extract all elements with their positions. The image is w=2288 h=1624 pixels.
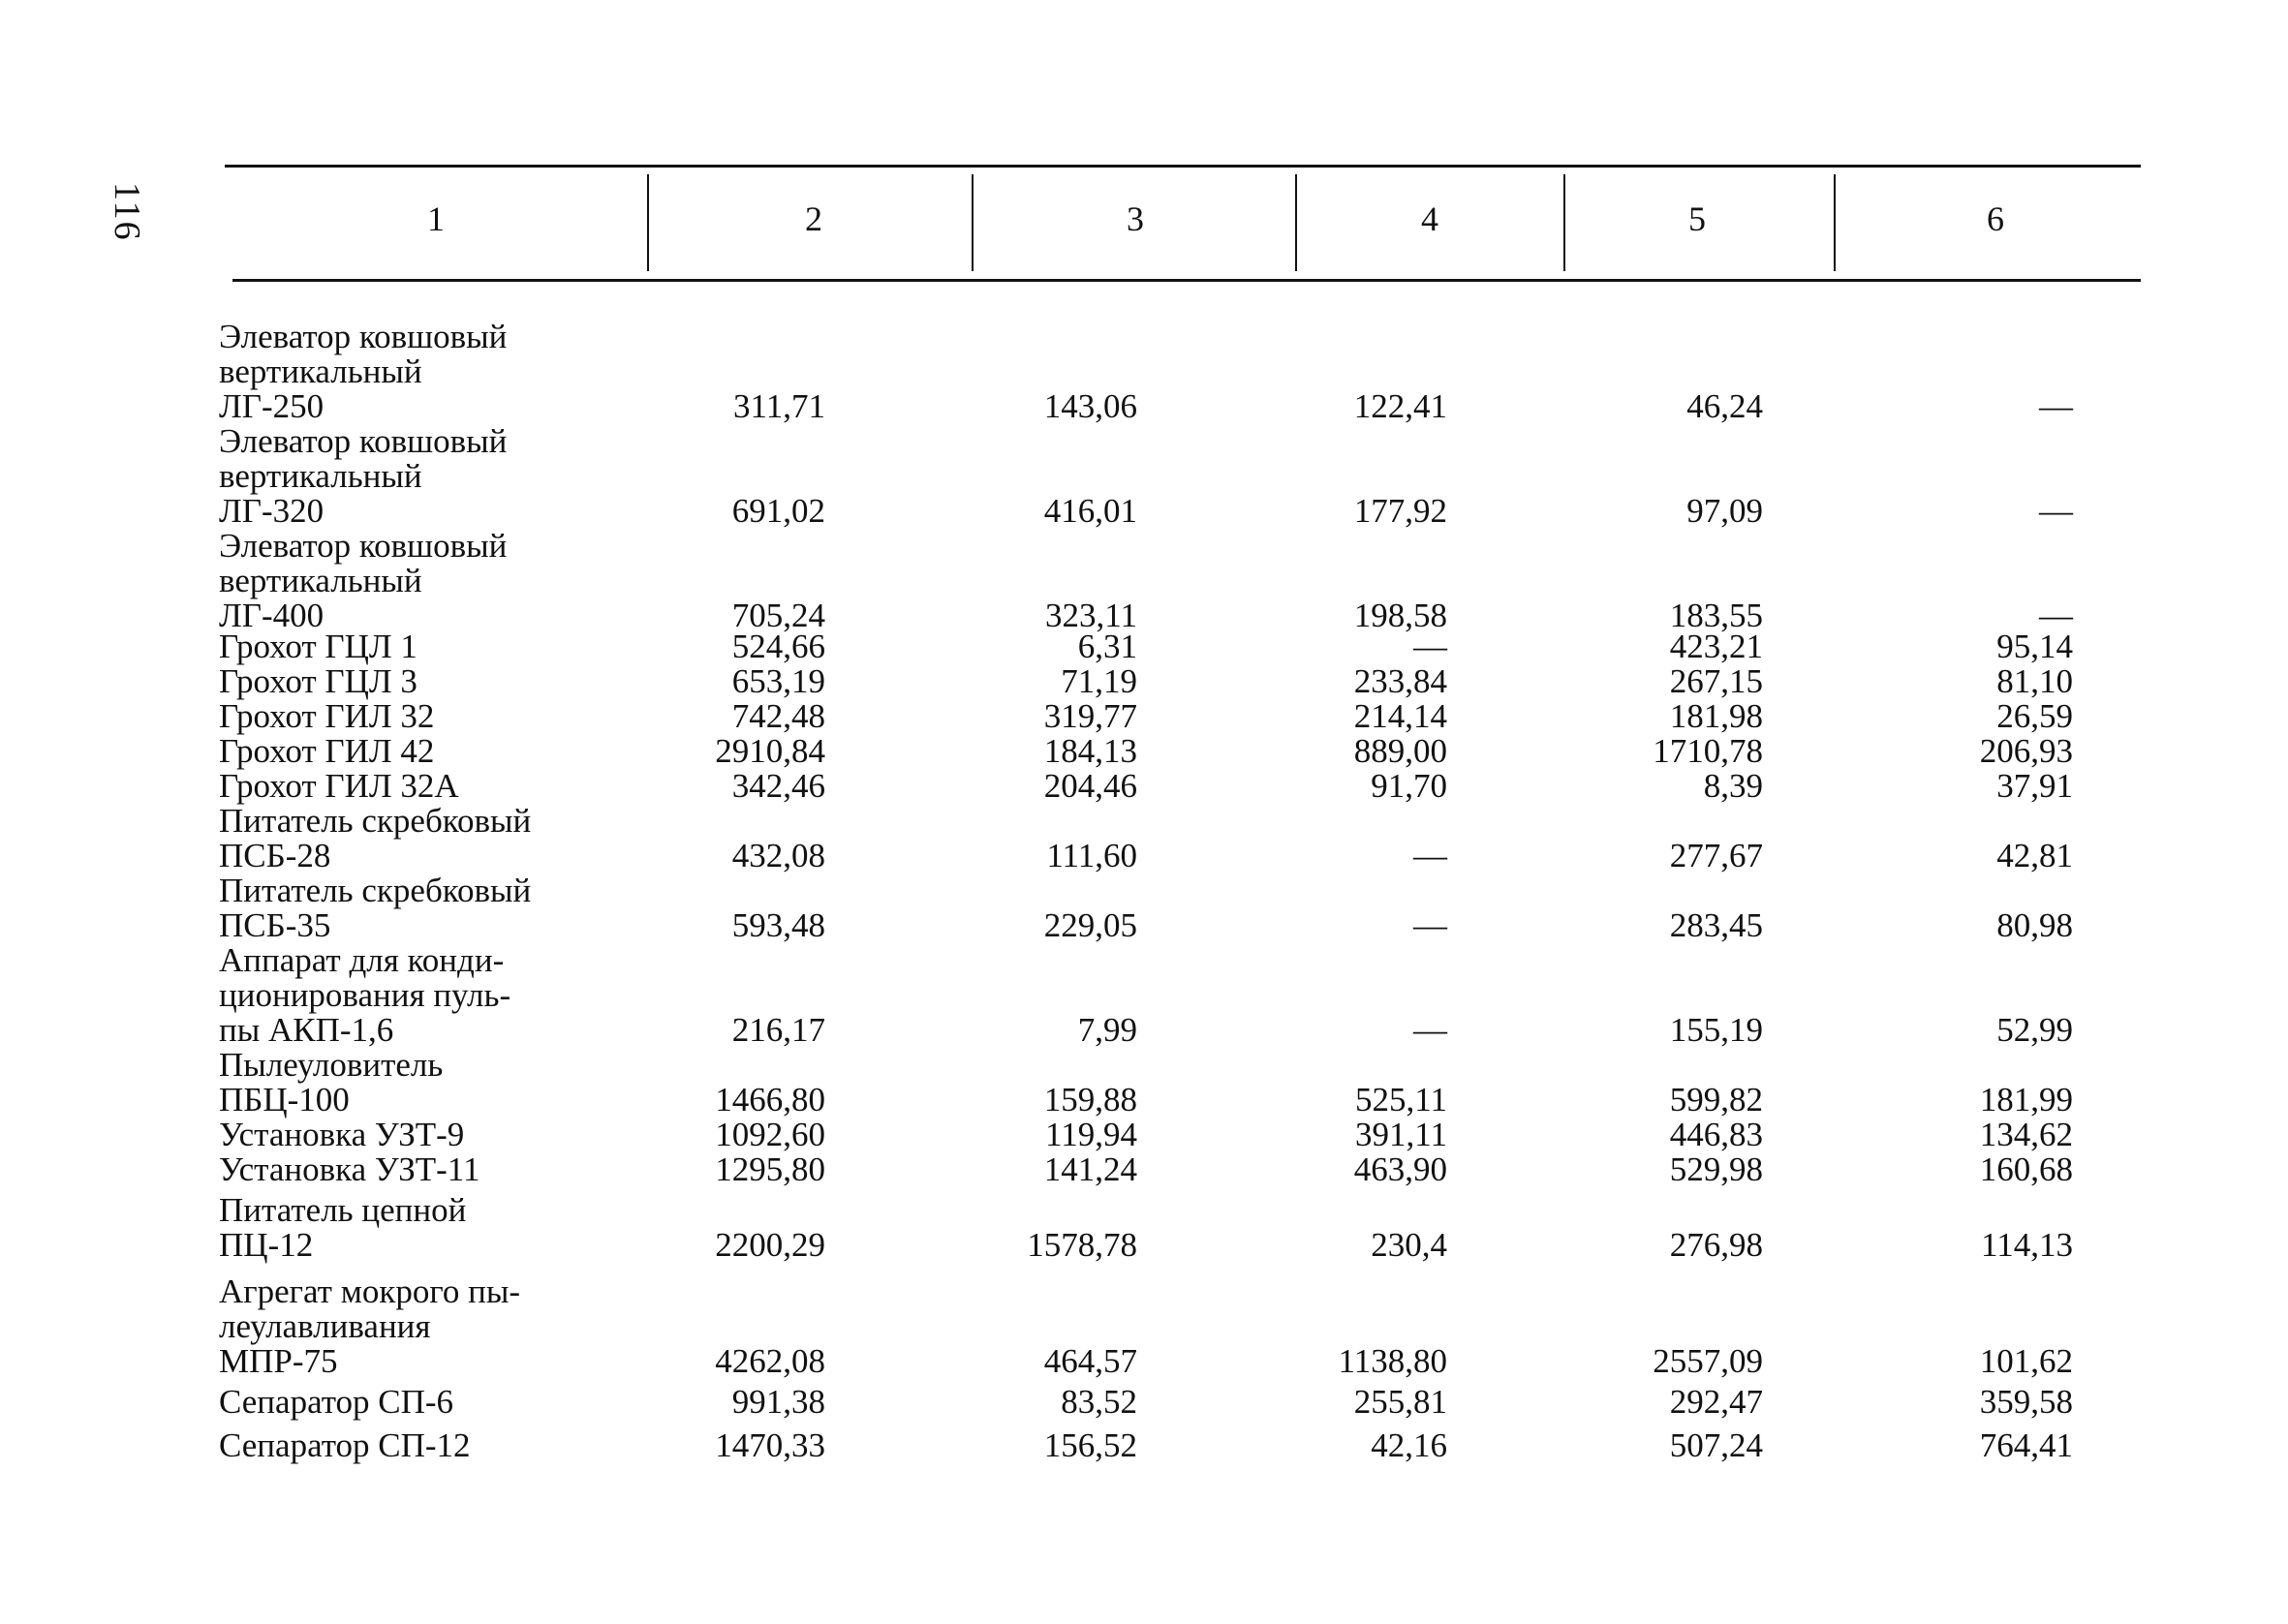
column-divider: [1834, 174, 1836, 271]
cell-c3: 6,31: [1077, 628, 1137, 665]
equipment-name: Грохот ГЦЛ 1: [219, 628, 417, 665]
cell-c3: 143,06: [1043, 387, 1137, 425]
equipment-name: Сепаратор СП-12: [219, 1426, 471, 1464]
cell-c4: 177,92: [1353, 492, 1447, 530]
column-divider: [1295, 174, 1297, 271]
cell-c5: 155,19: [1669, 1011, 1763, 1049]
cell-c6: —: [2039, 387, 2073, 425]
page-number: 116: [107, 182, 147, 242]
column-header-1: 1: [427, 199, 445, 238]
cell-c6: 80,98: [1996, 906, 2073, 944]
cell-c5: 97,09: [1686, 492, 1763, 530]
cell-c3: 83,52: [1061, 1383, 1137, 1421]
cell-c3: 323,11: [1045, 597, 1137, 634]
cell-c5: 46,24: [1686, 387, 1763, 425]
cell-c5: 507,24: [1669, 1426, 1763, 1464]
column-divider: [972, 174, 974, 271]
cell-c6: 42,81: [1996, 837, 2073, 874]
column-divider: [647, 174, 649, 271]
cell-c3: 159,88: [1043, 1081, 1137, 1118]
cell-c2: 991,38: [731, 1383, 825, 1421]
cell-c6: 181,99: [1979, 1081, 2073, 1118]
cell-c3: 119,94: [1045, 1116, 1137, 1153]
cell-c5: 529,98: [1669, 1150, 1763, 1188]
cell-c4: —: [1413, 1011, 1447, 1049]
cell-c4: —: [1413, 837, 1447, 874]
cell-c4: 122,41: [1353, 387, 1447, 425]
cell-c2: 2200,29: [715, 1226, 825, 1264]
cell-c4: —: [1413, 906, 1447, 944]
cell-c6: 134,62: [1979, 1116, 2073, 1153]
cell-c5: 1710,78: [1653, 732, 1763, 770]
cell-c5: 8,39: [1703, 767, 1763, 805]
table-top-rule: [225, 165, 2141, 168]
column-header-2: 2: [805, 199, 822, 238]
cell-c2: 742,48: [731, 697, 825, 735]
equipment-name: Грохот ГЦЛ 3: [219, 662, 417, 700]
cell-c3: 229,05: [1043, 906, 1137, 944]
cell-c5: 267,15: [1669, 662, 1763, 700]
cell-c4: 91,70: [1371, 767, 1447, 805]
cell-c4: 889,00: [1353, 732, 1447, 770]
cell-c3: 111,60: [1046, 837, 1137, 874]
cell-c2: 311,71: [733, 387, 825, 425]
cell-c4: 1138,80: [1338, 1342, 1447, 1380]
cell-c4: 391,11: [1355, 1116, 1447, 1153]
equipment-name: Аппарат для конди- ционирования пуль- пы АКП-1,6: [219, 941, 511, 1049]
cell-c6: 37,91: [1996, 767, 2073, 805]
column-header-5: 5: [1688, 199, 1706, 238]
cell-c3: 464,57: [1043, 1342, 1137, 1380]
cell-c2: 1092,60: [715, 1116, 825, 1153]
cell-c3: 319,77: [1043, 697, 1137, 735]
cell-c6: 52,99: [1996, 1011, 2073, 1049]
cell-c3: 7,99: [1077, 1011, 1137, 1049]
cell-c6: 359,58: [1979, 1383, 2073, 1421]
cell-c3: 71,19: [1061, 662, 1137, 700]
cell-c5: 276,98: [1669, 1226, 1763, 1264]
cell-c2: 2910,84: [715, 732, 825, 770]
cell-c4: 233,84: [1353, 662, 1447, 700]
cell-c5: 2557,09: [1653, 1342, 1763, 1380]
equipment-name: Грохот ГИЛ 32А: [219, 767, 459, 805]
column-header-3: 3: [1127, 199, 1144, 238]
equipment-name: Питатель скребковый ПСБ-28: [219, 802, 532, 874]
cell-c4: 525,11: [1355, 1081, 1447, 1118]
equipment-name: Сепаратор СП-6: [219, 1383, 454, 1421]
equipment-name: Питатель цепной ПЦ-12: [219, 1191, 467, 1264]
equipment-name: Питатель скребковый ПСБ-35: [219, 872, 532, 944]
cell-c4: 198,58: [1353, 597, 1447, 634]
cell-c4: 463,90: [1353, 1150, 1447, 1188]
cell-c5: 446,83: [1669, 1116, 1763, 1153]
cell-c6: 101,62: [1979, 1342, 2073, 1380]
column-divider: [1563, 174, 1565, 271]
cell-c2: 691,02: [731, 492, 825, 530]
cell-c2: 1466,80: [715, 1081, 825, 1118]
cell-c3: 184,13: [1043, 732, 1137, 770]
cell-c2: 4262,08: [715, 1342, 825, 1380]
table-header-rule: [232, 279, 2141, 282]
equipment-name: Грохот ГИЛ 32: [219, 697, 435, 735]
cell-c3: 156,52: [1043, 1426, 1137, 1464]
cell-c5: 599,82: [1669, 1081, 1763, 1118]
cell-c5: 292,47: [1669, 1383, 1763, 1421]
cell-c6: 81,10: [1996, 662, 2073, 700]
cell-c6: 160,68: [1979, 1150, 2073, 1188]
equipment-name: Элеватор ковшовый вертикальный ЛГ-320: [219, 422, 508, 530]
cell-c4: 214,14: [1353, 697, 1447, 735]
cell-c5: 181,98: [1669, 697, 1763, 735]
cell-c6: 26,59: [1996, 697, 2073, 735]
cell-c3: 141,24: [1043, 1150, 1137, 1188]
cell-c3: 416,01: [1043, 492, 1137, 530]
cell-c6: —: [2039, 492, 2073, 530]
cell-c3: 1578,78: [1027, 1226, 1137, 1264]
cell-c6: 764,41: [1979, 1426, 2073, 1464]
cell-c6: 114,13: [1981, 1226, 2073, 1264]
cell-c2: 432,08: [731, 837, 825, 874]
cell-c4: 255,81: [1353, 1383, 1447, 1421]
equipment-name: Элеватор ковшовый вертикальный ЛГ-250: [219, 318, 508, 425]
cell-c2: 653,19: [731, 662, 825, 700]
cell-c4: 230,4: [1371, 1226, 1447, 1264]
equipment-name: Агрегат мокрого пы- леулавливания МПР-75: [219, 1272, 520, 1380]
cell-c6: —: [2039, 597, 2073, 634]
cell-c5: 423,21: [1669, 628, 1763, 665]
equipment-name: Грохот ГИЛ 42: [219, 732, 435, 770]
cell-c6: 95,14: [1996, 628, 2073, 665]
cell-c2: 1295,80: [715, 1150, 825, 1188]
equipment-name: Элеватор ковшовый вертикальный ЛГ-400: [219, 527, 508, 634]
cell-c3: 204,46: [1043, 767, 1137, 805]
cell-c4: 42,16: [1371, 1426, 1447, 1464]
cell-c2: 342,46: [731, 767, 825, 805]
cell-c5: 277,67: [1669, 837, 1763, 874]
cell-c2: 524,66: [731, 628, 825, 665]
cell-c2: 593,48: [731, 906, 825, 944]
column-header-6: 6: [1987, 199, 2004, 238]
equipment-name: Пылеуловитель ПБЦ-100: [219, 1046, 444, 1118]
cell-c2: 216,17: [731, 1011, 825, 1049]
cell-c6: 206,93: [1979, 732, 2073, 770]
column-header-4: 4: [1421, 199, 1438, 238]
equipment-name: Установка УЗТ-11: [219, 1150, 480, 1188]
cell-c4: —: [1413, 628, 1447, 665]
cell-c5: 283,45: [1669, 906, 1763, 944]
cell-c2: 705,24: [731, 597, 825, 634]
cell-c5: 183,55: [1669, 597, 1763, 634]
equipment-name: Установка УЗТ-9: [219, 1116, 465, 1153]
cell-c2: 1470,33: [715, 1426, 825, 1464]
